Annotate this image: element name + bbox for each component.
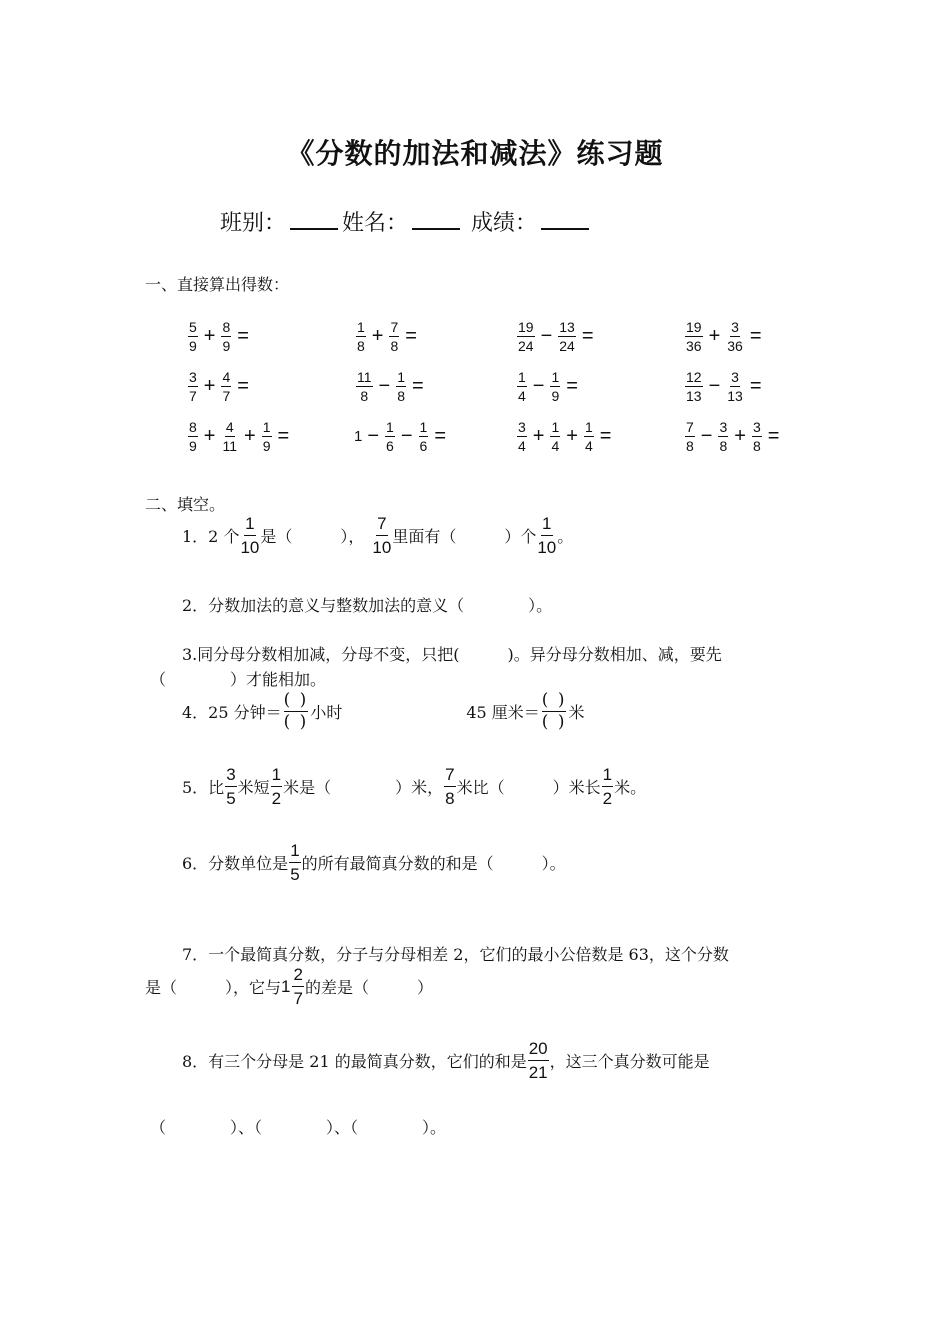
equals-sign: =	[599, 425, 612, 447]
q5-text-a: 5．比	[182, 778, 225, 797]
fraction-2	[550, 420, 560, 453]
class-label: 班别：	[220, 211, 287, 236]
question-2: 2．分数加法的意义与整数加法的意义（ ）。	[182, 596, 553, 615]
fraction-1	[517, 370, 527, 403]
fraction-2-denominator: 4	[551, 438, 560, 454]
q4-text-d: 米	[568, 703, 585, 722]
equals-sign: =	[405, 325, 417, 347]
fraction-3-denominator: 8	[752, 438, 761, 454]
fraction-1	[188, 370, 198, 403]
q5-text-b: 米短	[237, 778, 270, 797]
q1-text-a: 1．2 个	[182, 527, 240, 546]
q6-fraction: 1 5	[290, 841, 300, 884]
fraction-1-denominator: 7	[189, 388, 197, 404]
fraction-3-denominator: 6	[419, 438, 428, 454]
fraction-2	[726, 370, 744, 403]
problem-1	[186, 320, 253, 353]
operator-1: +	[203, 425, 216, 447]
problem-3	[515, 320, 598, 353]
fraction-1-denominator: 9	[189, 438, 197, 454]
q1-text-b: 是（ ），	[260, 527, 365, 546]
q1-fraction-1: 1 10	[240, 514, 260, 557]
fraction-1	[188, 420, 198, 453]
problem-7	[515, 370, 582, 403]
fraction-2-denominator: 24	[559, 338, 575, 354]
q8-text-b: ，这三个真分数可能是	[549, 1052, 710, 1071]
fraction-1-numerator: 1	[518, 369, 526, 385]
fraction-2-numerator: 1	[386, 419, 394, 435]
fraction-2	[396, 370, 406, 403]
fraction-1	[188, 320, 198, 353]
fraction-2-numerator: 3	[719, 419, 728, 435]
fraction-2-denominator: 8	[719, 438, 728, 454]
name-blank[interactable]	[412, 208, 460, 230]
q5-text-d: 米比（ ）米长	[456, 778, 601, 797]
q4-text-c: 45 厘米＝	[466, 703, 540, 722]
fraction-2	[385, 420, 395, 453]
fraction-1-numerator: 1	[357, 319, 365, 335]
problem-10	[354, 420, 450, 453]
equals-sign: =	[749, 325, 762, 347]
fraction-1-numerator: 8	[189, 419, 197, 435]
score-blank[interactable]	[541, 208, 589, 230]
q1-fraction-2: 7 10	[372, 514, 392, 557]
section2-heading: 二、填空。	[145, 495, 226, 514]
fraction-2-numerator: 3	[731, 319, 739, 335]
fraction-2-denominator: 8	[397, 388, 406, 404]
fraction-1	[685, 370, 703, 403]
fraction-1	[685, 420, 695, 453]
fraction-2	[221, 420, 238, 453]
fraction-3	[584, 420, 594, 453]
q5-text-c: 米是（ ）米，	[283, 778, 444, 797]
q7-fraction: 2 7	[293, 965, 303, 1008]
q4-blank-fraction-2[interactable]: ( ) ( )	[541, 690, 567, 732]
fraction-2-denominator: 11	[222, 438, 238, 454]
q8-fraction: 20 21	[528, 1039, 548, 1082]
question-1	[182, 515, 573, 556]
fraction-2-numerator: 4	[222, 369, 231, 385]
fraction-1-numerator: 3	[189, 369, 197, 385]
q1-fraction-3: 1 10	[537, 514, 557, 557]
fraction-2-denominator: 13	[727, 388, 743, 404]
equals-sign: =	[749, 375, 762, 397]
operator-2: +	[734, 425, 746, 447]
operator-1: −	[700, 425, 713, 447]
fraction-1-denominator: 8	[686, 438, 694, 454]
fraction-1	[517, 420, 527, 453]
fraction-2-denominator: 6	[386, 438, 394, 454]
problem-4	[683, 320, 766, 353]
q8-text-a: 8．有三个分母是 21 的最简真分数，它们的和是	[182, 1052, 527, 1071]
fraction-1-denominator: 4	[518, 388, 526, 404]
fraction-2-denominator: 7	[222, 388, 231, 404]
fraction-3-denominator: 4	[584, 438, 593, 454]
q1-text-c: 里面有（ ）个	[392, 527, 537, 546]
fraction-1	[517, 320, 535, 353]
problem-5	[186, 370, 253, 403]
question-6	[182, 842, 566, 883]
fraction-1-denominator: 9	[189, 338, 197, 354]
problem-11	[515, 420, 615, 453]
fraction-1-numerator: 11	[357, 369, 372, 385]
equals-sign: =	[767, 425, 780, 447]
q5-fraction-2: 1 2	[271, 765, 282, 808]
q4-blank-fraction-1[interactable]: ( ) ( )	[283, 690, 309, 732]
fraction-2-numerator: 1	[551, 369, 560, 385]
operator-1: +	[532, 425, 545, 447]
equals-sign: =	[237, 375, 249, 397]
fraction-2-numerator: 1	[397, 369, 406, 385]
fraction-3-numerator: 3	[752, 419, 761, 435]
question-7-line2	[145, 966, 433, 1007]
q5-text-e: 米。	[614, 778, 647, 797]
problem-8	[683, 370, 766, 403]
question-3-line1: 3.同分母分数相加减，分母不变，只把( )。异分母分数相加、减，要先	[182, 645, 722, 664]
fraction-1-denominator: 8	[360, 388, 369, 404]
fraction-2-denominator: 36	[727, 338, 743, 354]
q7-whole: 1	[281, 976, 291, 996]
fraction-2-numerator: 8	[222, 319, 231, 335]
operator-1: +	[203, 375, 216, 397]
fraction-3	[752, 420, 762, 453]
fraction-1-numerator: 3	[518, 419, 526, 435]
fraction-2	[221, 370, 231, 403]
question-8-line2: （ ）、（ ）、（ ）。	[150, 1118, 447, 1137]
fraction-2	[550, 370, 560, 403]
fraction-2-numerator: 13	[559, 319, 575, 335]
fraction-2-numerator: 7	[390, 319, 399, 335]
operator-1: −	[532, 375, 545, 397]
operator-2: +	[566, 425, 578, 447]
fraction-1-denominator: 4	[518, 438, 526, 454]
fraction-2-numerator: 3	[731, 369, 739, 385]
page-title: 《分数的加法和减法》练习题	[286, 137, 664, 170]
q6-text-a: 6．分数单位是	[182, 854, 289, 873]
whole-number: 1	[354, 428, 363, 445]
fraction-2	[726, 320, 744, 353]
name-label: 姓名：	[342, 211, 409, 236]
fraction-1-numerator: 19	[686, 319, 702, 335]
operator-1: −	[378, 375, 391, 397]
equals-sign: =	[581, 325, 594, 347]
q1-text-d: 。	[557, 527, 574, 546]
fraction-3-numerator: 1	[419, 419, 428, 435]
fraction-2-denominator: 8	[390, 338, 399, 354]
fraction-1-denominator: 24	[518, 338, 534, 354]
student-info	[220, 206, 593, 237]
fraction-3-numerator: 1	[262, 419, 271, 435]
equals-sign: =	[412, 375, 424, 397]
q4-text-b: 小时	[310, 703, 343, 722]
fraction-2-numerator: 4	[225, 419, 234, 435]
fraction-3	[262, 420, 272, 453]
operator-1: −	[540, 325, 553, 347]
problem-2	[354, 320, 421, 353]
equals-sign: =	[434, 425, 446, 447]
question-3-line2: （ ）才能相加。	[150, 670, 327, 689]
fraction-2-denominator: 9	[222, 338, 231, 354]
fraction-2-numerator: 1	[551, 419, 560, 435]
equals-sign: =	[277, 425, 290, 447]
operator-2: +	[244, 425, 256, 447]
operator-1: −	[708, 375, 721, 397]
q4-text-a: 4．25 分钟＝	[182, 703, 282, 722]
operator-1: −	[367, 425, 380, 447]
class-blank[interactable]	[290, 208, 338, 230]
q5-fraction-1: 3 5	[226, 765, 236, 808]
operator-1: +	[203, 325, 216, 347]
equals-sign: =	[237, 325, 249, 347]
fraction-1-denominator: 36	[686, 338, 702, 354]
fraction-1-denominator: 13	[686, 388, 702, 404]
fraction-1-numerator: 12	[686, 369, 702, 385]
fraction-2	[221, 320, 231, 353]
q5-fraction-3: 7 8	[445, 765, 455, 808]
equals-sign: =	[566, 375, 578, 397]
question-5	[182, 766, 646, 807]
problem-6	[354, 370, 428, 403]
score-label: 成绩：	[471, 211, 538, 236]
q7-text-a: 是（ ），它与	[145, 978, 282, 997]
fraction-2	[389, 320, 399, 353]
q5-fraction-4: 1 2	[602, 765, 613, 808]
fraction-1-denominator: 8	[357, 338, 365, 354]
question-4	[182, 692, 584, 731]
fraction-2	[558, 320, 576, 353]
operator-1: +	[708, 325, 721, 347]
fraction-1	[685, 320, 703, 353]
problem-12	[683, 420, 783, 453]
fraction-3-numerator: 1	[584, 419, 593, 435]
question-7-line1: 7．一个最简真分数，分子与分母相差 2，它们的最小公倍数是 63，这个分数	[182, 945, 729, 964]
fraction-2-denominator: 9	[551, 388, 560, 404]
operator-1: +	[371, 325, 384, 347]
fraction-1-numerator: 7	[686, 419, 694, 435]
q7-text-b: 的差是（ ）	[304, 978, 433, 997]
q6-text-b: 的所有最简真分数的和是（ ）。	[301, 854, 566, 873]
fraction-1	[356, 370, 373, 403]
problem-9	[186, 420, 293, 453]
section1-heading: 一、直接算出得数：	[145, 275, 290, 294]
question-8-line1	[182, 1040, 710, 1081]
fraction-1-numerator: 19	[518, 319, 534, 335]
fraction-2	[718, 420, 728, 453]
fraction-3-denominator: 9	[262, 438, 271, 454]
fraction-1-numerator: 5	[189, 319, 197, 335]
fraction-1	[356, 320, 366, 353]
operator-2: −	[400, 425, 413, 447]
fraction-3	[419, 420, 429, 453]
